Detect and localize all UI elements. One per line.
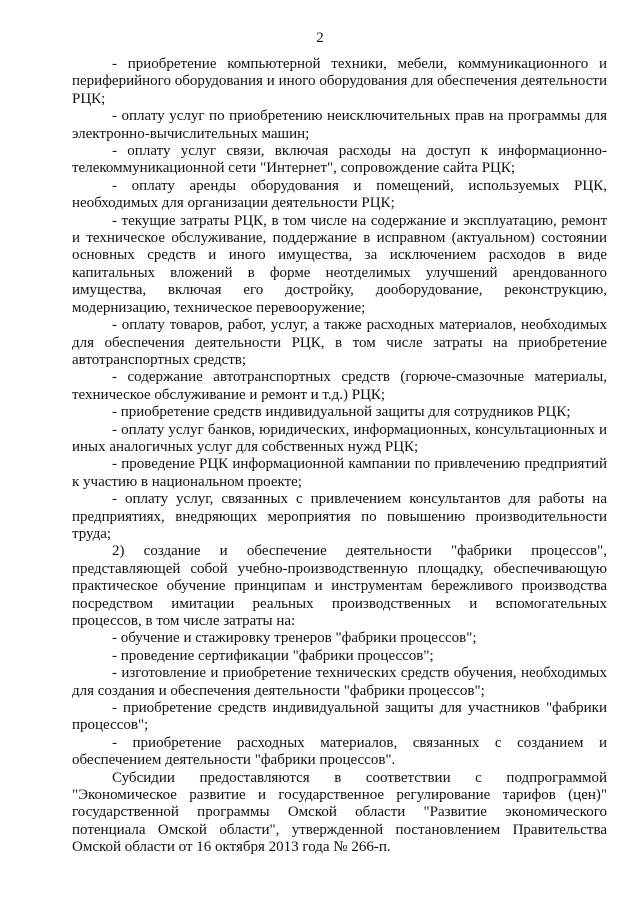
list-item: - текущие затраты РЦК, в том числе на содержание и эксплуатацию, ремонт и техническое обслуживание, поддержание в исправном (актуальном) состоянии основных средств и иного имущества, за исключением расходов в виде капитальных вложений в форме неотделимых улучшений арендованного имущества, включая его достройку, дооборудование, реконструкцию, модернизацию, техническое перевооружение; xyxy=(72,212,607,316)
document-body xyxy=(72,56,607,857)
list-item: - проведение РЦК информационной кампании по привлечению предприятий к участию в национальном проекте; xyxy=(72,456,607,490)
list-item: - обучение и стажировку тренеров "фабрики процессов"; xyxy=(112,630,477,647)
list-item: - оплату услуг банков, юридических, информационных, консультационных и иных аналогичных услуг для собственных нужд РЦК; xyxy=(72,421,607,455)
list-item: - содержание автотранспортных средств (горюче-смазочные материалы, техническое обслуживание и ремонт и т.д.) РЦК; xyxy=(72,369,607,403)
list-item: - оплату аренды оборудования и помещений, используемых РЦК, необходимых для организации деятельности РЦК; xyxy=(72,177,607,212)
list-item: - приобретение средств индивидуальной защиты для участников "фабрики процессов"; xyxy=(72,700,607,734)
list-item: - проведение сертификации "фабрики процессов"; xyxy=(112,647,434,664)
page-number: 2 xyxy=(316,30,324,46)
numbered-item: 2) создание и обеспечение деятельности "фабрики процессов", представляющей собой учебно-производственную площадку, обеспечивающую практическое обучение принципам и инструментам бережливого производства посредством имитации реальных производственных и вспомогательных процессов, в том числе затраты на: xyxy=(72,543,607,629)
list-item: - оплату услуг по приобретению неисключительных прав на программы для электронно-вычислительных машин; xyxy=(72,108,607,142)
list-item: - оплату услуг, связанных с привлечением консультантов для работы на предприятиях, внедряющих мероприятия по повышению производительности труда; xyxy=(72,491,607,542)
list-item: - оплату товаров, работ, услуг, а также расходных материалов, необходимых для обеспечения деятельности РЦК, в том числе затраты на приобретение автотранспортных средств; xyxy=(72,317,607,368)
closing-paragraph: Субсидии предоставляются в соответствии с подпрограммой "Экономическое развитие и государственное регулирование тарифов (цен)" государственной программы Омской области "Развитие экономического потенциала Омской области", утвержденной постановлением Правительства Омской области от 16 октября 2013 года № 266-п. xyxy=(72,769,607,856)
list-item: - приобретение компьютерной техники, мебели, коммуникационного и периферийного оборудования и иного оборудования для обеспечения деятельности РЦК; xyxy=(72,56,607,107)
list-item: - приобретение расходных материалов, связанных с созданием и обеспечением деятельности "фабрики процессов". xyxy=(72,734,607,769)
list-item: - изготовление и приобретение технических средств обучения, необходимых для создания и обеспечения деятельности "фабрики процессов"; xyxy=(72,665,607,699)
list-item: - оплату услуг связи, включая расходы на доступ к информационно-телекоммуникационной сети "Интернет", сопровождение сайта РЦК; xyxy=(72,143,607,177)
list-item: - приобретение средств индивидуальной защиты для сотрудников РЦК; xyxy=(112,404,571,421)
